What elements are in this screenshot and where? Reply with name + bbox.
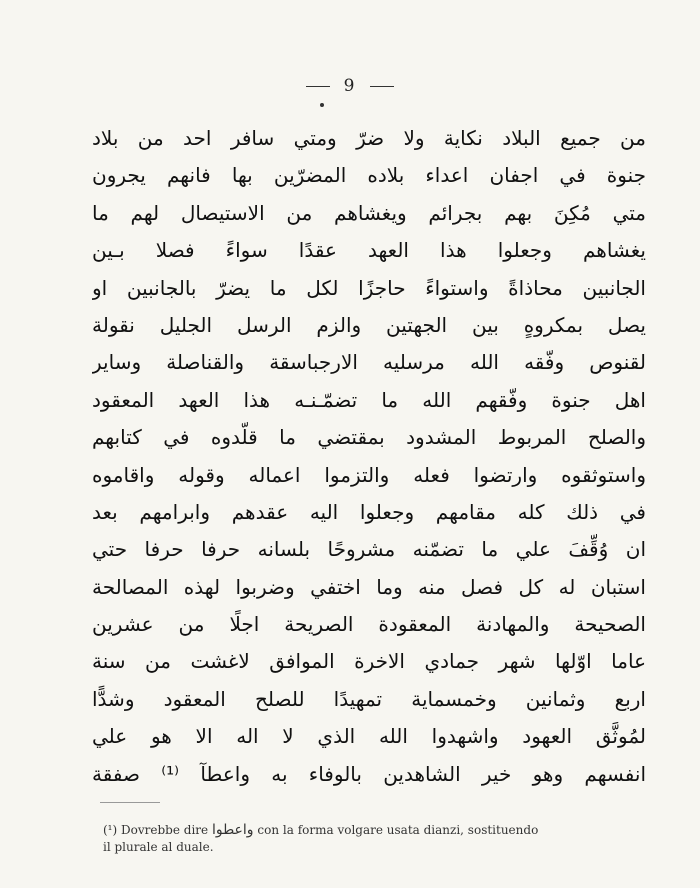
footnote-text-after: con la forma volgare usata dianzi, sostituendo [257, 823, 539, 837]
ink-dot [320, 103, 324, 107]
text-line: لمُوثَّق العهود واشهدوا الله الذي لا اله الا هو علي [92, 724, 646, 749]
text-line: انفسهم وهو خير الشاهدين بالوفاء به واعطآ ⁽¹⁾ صفقة [92, 761, 646, 786]
footnote-marker: (¹) [103, 823, 118, 837]
text-line: والصلح المربوط المشدود بمقتضي ما قلّدوه في كتابهم [92, 425, 646, 450]
text-line: لقنوص وفّقه الله مرسليه الارجباسقة والقناصلة وساير [92, 350, 646, 375]
text-line: عاما اوّلها شهر جمادي الاخرة الموافق لاغشت من سنة [92, 649, 646, 674]
footnote-line-2: il plurale al duale. [103, 840, 214, 854]
text-line: متي مُكِنَ بهم بجرائم ويغشاهم من الاستيصال لهم ما [92, 200, 646, 225]
text-line: يصل بمكروهٍ بين الجهتين والزم الرسل الجليل نقولة [92, 312, 646, 337]
page-header [0, 76, 700, 96]
page-number: 9 [343, 76, 357, 96]
text-line: اهل جنوة وفّقهم الله ما تضمّـنـه هذا العهد المعقود [92, 387, 646, 412]
text-line: في ذلك كله مقامهم وجعلوا اليه عقدهم وابرامهم بعد [92, 499, 646, 524]
footnote-line-1 [103, 822, 651, 839]
footnote-arabic-word: واعطوا [211, 822, 254, 838]
arabic-body-text [92, 120, 646, 793]
footnote [103, 822, 651, 856]
header-dash-right [370, 86, 394, 87]
text-line: جنوة في اجفان اعداء بلاده المضرّين بها فانهم يجرون [92, 163, 646, 188]
text-line: من جميع البلاد نكاية ولا ضرّ ومتي سافر احد من بلاد [92, 126, 646, 150]
text-line: استبان له كل فصل منه وما اختفي وضربوا لهذه المصالحة [92, 574, 646, 599]
text-line: الجانبين محاذاةً واستواءً حاجزًا لكل ما يضرّ بالجانبين او [92, 275, 646, 300]
text-line: اربع وثمانين وخمسماية تمهيدًا للصلح المعقود وشدًّا [92, 686, 646, 711]
text-line: واستوثقوه وارتضوا فعله والتزموا اعماله وقوله واقاموه [92, 462, 646, 487]
header-dash-left [306, 86, 330, 87]
footnote-text-before: Dovrebbe dire [121, 823, 209, 837]
text-line: ان وُقِّفَ علي ما تضمّنه مشروحًا بلسانه حرفا حرفا حتي [92, 537, 646, 562]
text-line: يغشاهم وجعلوا هذا العهد عقدًا سواءً فصلا بـين [92, 238, 646, 263]
text-line: الصحيحة والمهادنة المعقودة الصريحة اجلًا من عشرين [92, 612, 646, 637]
footnote-rule [100, 802, 160, 803]
